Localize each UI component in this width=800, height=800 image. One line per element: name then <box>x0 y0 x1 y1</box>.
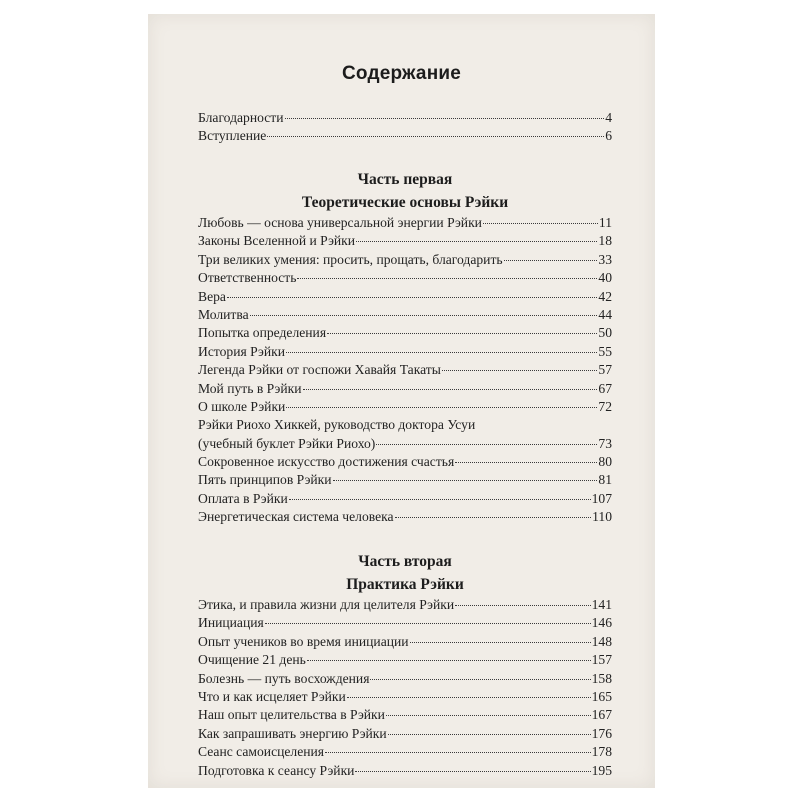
dot-leader <box>388 734 591 735</box>
toc-entry <box>198 362 612 380</box>
dot-leader <box>297 278 597 279</box>
toc-entry-page: 57 <box>598 362 612 378</box>
toc-entry <box>198 726 612 744</box>
toc-entry-page: 72 <box>598 398 612 414</box>
dot-leader <box>303 389 598 390</box>
toc-entry <box>198 652 612 670</box>
part2-section <box>198 551 612 781</box>
toc-entry-page: 110 <box>592 509 612 525</box>
part2-heading-1: Часть вторая <box>358 553 452 570</box>
dot-leader <box>286 407 597 408</box>
toc-entry-page: 40 <box>598 270 612 286</box>
toc-entry <box>198 472 612 490</box>
front-matter-section <box>198 110 612 147</box>
toc-entry-page: 11 <box>598 215 612 230</box>
toc-entry-text: Мой путь в Рэйки <box>198 380 302 396</box>
toc-entry <box>198 344 612 362</box>
toc-entry-text: Наш опыт целительства в Рэйки <box>198 707 385 723</box>
toc-entry-text: Подготовка к сеансу Рэйки <box>198 762 355 778</box>
toc-entry-text: Как запрашивать энергию Рэйки <box>198 725 387 741</box>
dot-leader <box>325 752 591 753</box>
dot-leader <box>483 223 598 224</box>
toc-entry <box>198 763 612 781</box>
toc-entry <box>198 252 612 270</box>
toc-entry-text: Болезнь — путь восхождения <box>198 670 370 686</box>
toc-entry-page: 165 <box>591 688 612 704</box>
part1-section <box>198 169 612 528</box>
toc-entry-page: 107 <box>591 490 612 506</box>
toc-entry <box>198 270 612 288</box>
toc-entry-text: Этика, и правила жизни для целителя Рэйки <box>198 597 455 612</box>
toc-entry-page: 195 <box>591 762 612 778</box>
toc-entry-text-continued: (учебный буклет Рэйки Риохо) <box>198 435 376 451</box>
toc-entry-text: Любовь — основа универсальной энергии Рэйки <box>198 215 482 230</box>
dot-leader <box>455 462 597 463</box>
toc-entry-page: 80 <box>598 454 612 470</box>
toc-entry <box>198 634 612 652</box>
toc-entry <box>198 454 612 472</box>
toc-entry-text: История Рэйки <box>198 343 286 359</box>
toc-entry <box>198 689 612 707</box>
toc-entry-text: Вера <box>198 288 226 304</box>
toc-entry-text: Ответственность <box>198 270 297 286</box>
dot-leader <box>370 679 590 680</box>
dot-leader <box>307 660 591 661</box>
toc-entry <box>198 381 612 399</box>
toc-entry <box>198 233 612 251</box>
dot-leader <box>395 517 592 518</box>
book-page <box>148 14 655 788</box>
dot-leader <box>289 499 591 500</box>
dot-leader <box>355 771 590 772</box>
toc-entry-text: Инициация <box>198 615 264 631</box>
dot-leader <box>267 136 604 137</box>
toc-entry <box>198 215 612 233</box>
dot-leader <box>285 118 605 119</box>
toc-entry-text: Благодарности <box>198 110 284 125</box>
part1-entries-list <box>198 215 612 528</box>
toc-entry <box>198 509 612 527</box>
toc-entry-text: О школе Рэйки <box>198 398 286 414</box>
toc-entry-text: Сеанс самоисцеления <box>198 744 325 760</box>
dot-leader <box>455 605 591 606</box>
toc-entry-text: Очищение 21 день <box>198 652 306 668</box>
toc-entry-page: 73 <box>598 435 612 451</box>
toc-entry-text: Легенда Рэйки от госпожи Хавайя Такаты <box>198 362 441 378</box>
dot-leader <box>376 444 597 445</box>
toc-entry-page: 50 <box>598 325 612 341</box>
toc-entry-page: 146 <box>591 615 612 631</box>
part1-heading-1: Часть первая <box>357 171 453 188</box>
toc-entry-page: 167 <box>591 707 612 723</box>
toc-entry-page: 178 <box>591 744 612 760</box>
toc-entry <box>198 597 612 615</box>
toc-entry-text: Энергетическая система человека <box>198 509 394 525</box>
dot-leader <box>286 352 597 353</box>
part2-entries-list <box>198 597 612 781</box>
toc-entry-page: 6 <box>605 128 612 144</box>
toc-entry-page: 141 <box>591 597 612 612</box>
toc-entry-page: 55 <box>598 343 612 359</box>
dot-leader <box>327 333 597 334</box>
dot-leader <box>227 297 597 298</box>
front-entries-list <box>198 110 612 147</box>
toc-entry <box>198 399 612 417</box>
toc-entry-line2 <box>198 436 612 454</box>
toc-entry-text: Рэйки Риохо Хиккей, руководство доктора Усуи <box>198 417 476 433</box>
toc-entry <box>198 307 612 325</box>
toc-entry <box>198 744 612 762</box>
part1-heading-2: Теоретические основы Рэйки <box>301 194 509 211</box>
dot-leader <box>265 623 591 624</box>
toc-entry <box>198 707 612 725</box>
dot-leader <box>386 715 591 716</box>
toc-entry-page: 67 <box>598 380 612 396</box>
toc-entry-page: 33 <box>598 251 612 267</box>
toc-entry-page: 18 <box>598 233 612 249</box>
toc-entry <box>198 615 612 633</box>
toc-entry-text: Попытка определения <box>198 325 327 341</box>
toc-entry-page: 176 <box>591 725 612 741</box>
toc-entry-page: 157 <box>591 652 612 668</box>
toc-entry-page: 44 <box>598 306 612 322</box>
toc-entry-text: Опыт учеников во время инициации <box>198 633 409 649</box>
toc-entry-page: 158 <box>591 670 612 686</box>
toc-entry-text: Законы Вселенной и Рэйки <box>198 233 356 249</box>
toc-entry-page: 4 <box>605 110 612 125</box>
dot-leader <box>442 370 598 371</box>
dot-leader <box>356 241 597 242</box>
toc-entry <box>198 491 612 509</box>
toc-entry-text: Вступление <box>198 128 267 144</box>
toc-entry <box>198 289 612 307</box>
toc-entry-text: Молитва <box>198 306 249 322</box>
toc-title: Содержание <box>341 63 462 84</box>
dot-leader <box>333 480 598 481</box>
toc-entry-text: Сокровенное искусство достижения счастья <box>198 454 455 470</box>
toc-entry-page: 81 <box>598 472 612 488</box>
toc-entry <box>198 110 612 128</box>
toc-entry <box>198 128 612 146</box>
toc-entry-line1 <box>198 417 612 435</box>
part2-heading-2: Практика Рэйки <box>346 576 464 593</box>
toc-entry <box>198 671 612 689</box>
toc-entry <box>198 325 612 343</box>
dot-leader <box>250 315 598 316</box>
dot-leader <box>504 260 598 261</box>
toc-entry-text: Три великих умения: просить, прощать, благодарить <box>198 251 503 267</box>
toc-entry-page: 148 <box>591 633 612 649</box>
dot-leader <box>410 642 591 643</box>
toc-entry-text: Оплата в Рэйки <box>198 490 288 506</box>
toc-entry-page: 42 <box>598 288 612 304</box>
toc-entry-text: Что и как исцеляет Рэйки <box>198 688 346 704</box>
dot-leader <box>347 697 591 698</box>
toc-entry-text: Пять принципов Рэйки <box>198 472 332 488</box>
toc-entry <box>198 417 612 454</box>
